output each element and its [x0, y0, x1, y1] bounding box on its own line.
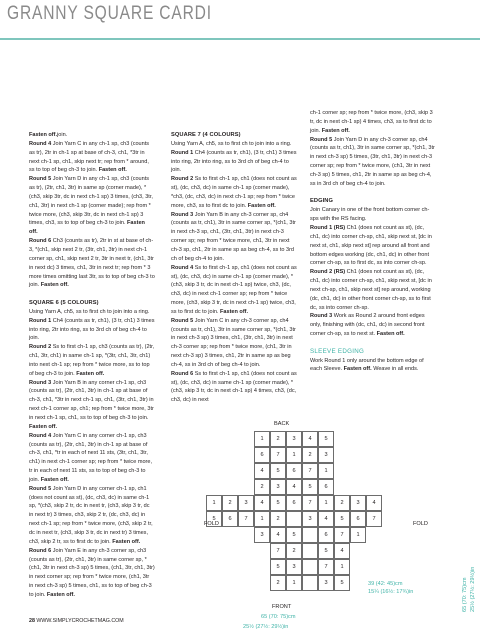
spacer: [310, 339, 436, 348]
front-label: FRONT: [272, 604, 292, 610]
paragraph: Round 5 Join Yarn D in any ch-3 corner sp, ch4 (counts as tr, ch1), 3tr in same corner sp, *(ch1, 3tr in next ch-3 sp) 5 times, (3tr, ch1, 3tr) in next ch-3 corner sp; rep from * twice more, (ch1, 3tr in next ch-3 sp) 5 times, ch1, 2tr in same sp as beg ch-4, ss in 3rd ch of beg ch-4 to join.: [310, 136, 435, 187]
spacer: [310, 189, 436, 198]
section-heading: SQUARE 6 (5 COLOURS): [29, 300, 99, 307]
paragraph: Round 4 Ss to first ch-1 sp, ch1 (does not count as st), (dc, ch3, dc) in same ch-1 sp (corner made), *(ch3, skip 3 tr, dc in next ch-1 sp) twice, ch3, (dc, ch3, dc) in next ch-1 corner sp; rep from * twice more, (ch3, skip 3 tr, dc in next ch-1 sp) twice, ch3, ss to first dc to join. Fasten off.: [171, 264, 297, 315]
grid-square: 3: [318, 575, 334, 591]
section-heading: SQUARE 7 (4 COLOURS): [171, 132, 241, 138]
bottom-width-in: 25½ (27½: 29½)in: [243, 624, 289, 630]
grid-square: 6: [286, 463, 302, 479]
grid-square: 5: [334, 511, 350, 527]
grid-square: 7: [318, 559, 334, 575]
paragraph: Round 6 Ss to first ch-1 sp, ch1 (does not count as st), (dc, ch3, dc) in same ch-1 sp (corner made), *(ch3, skip 3 tr, dc in next ch-1 sp) 4 times, ch3, (dc, ch3, dc) in next: [171, 370, 297, 404]
paragraph: Round 6 Join Yarn E in any ch-3 corner sp, ch3 (counts as tr), (2tr, ch1, 3tr) in same corner sp, *(ch1, 3tr in next ch-3 sp) 5 times, (ch1, 3tr, ch1, 3tr) in next corner sp; rep from * twice more, (ch1, 3tr in next ch-3 sp) 5 times, ch1, ss to top of beg ch-3 to join. Fasten off.: [29, 547, 155, 598]
grid-square: 3: [270, 479, 286, 495]
grid-square: 4: [254, 495, 270, 511]
grid-square: 1: [286, 447, 302, 463]
header-rule: [0, 38, 480, 40]
side-length-in: 25½ (27½: 29½)in: [470, 566, 476, 612]
grid-square: 7: [270, 543, 286, 559]
text-column-3: [310, 109, 436, 374]
side-length-cm: 65 (70: 75)cm: [462, 577, 468, 612]
paragraph: Round 2 Ss to first ch-1 sp, ch1 (does not count as st), (dc, ch3, dc) in same ch-1 sp (corner made), *ch3, (dc, ch3, dc) in next ch-1 sp; rep from * twice more, ch3, ss to first dc to join. Fasten off.: [171, 176, 297, 209]
grid-square: 5: [270, 495, 286, 511]
paragraph: Round 4 Join Yarn C in any corner ch-1 sp, ch3 (counts as tr), (2tr, ch1, 3tr) in ch-1 sp at base of ch-3, ch1, *tr in each of next 11 sts, (3tr, ch1, 3tr, ch1) in next ch-1 corner sp; rep from * twice more, tr in each of next 11 sts, ss to top of beg ch-3 to join. Fasten off.: [29, 432, 153, 483]
grid-square: 6: [318, 527, 334, 543]
paragraph: Round 3 Join Yarn B in any ch-3 corner sp, ch4 (counts as tr, ch1), 3tr in same corner sp, *(ch1, 3tr in next ch-3 sp, ch1, (3tr, ch1, 3tr) in next ch-3 corner sp; rep from * twice more, ch1, 3tr in next ch-3 sp, ch1, 2tr in same sp as beg ch-4, ss to 3rd ch of beg ch-4 to join.: [171, 211, 296, 262]
paragraph: ch-1 corner sp; rep from * twice more, (ch3, skip 3 tr, dc in next ch-1 sp) 4 times, ch3, ss to first dc to join. Fasten off.: [310, 110, 433, 134]
sleeve-width-cm: 39 (42: 45)cm: [368, 581, 403, 587]
grid-square: 7: [238, 511, 254, 527]
grid-square: 1: [286, 575, 302, 591]
grid-square: 3: [350, 495, 366, 511]
grid-square: 1: [334, 559, 350, 575]
grid-square: [302, 527, 318, 543]
grid-square: 2: [286, 543, 302, 559]
grid-square: 4: [286, 479, 302, 495]
fold-right-label: FOLD: [413, 521, 428, 527]
paragraph: Using Yarn A, ch5, ss to first ch to join into a ring.: [29, 308, 150, 315]
grid-square: [302, 559, 318, 575]
grid-square: 1: [254, 431, 270, 447]
grid-square: 5: [318, 431, 334, 447]
grid-square: 5: [334, 575, 350, 591]
paragraph: Round 1 (RS) Ch1 (does not count as st), (dc, ch1, dc) into corner ch-sp, ch1, skip next st, [dc in next st, ch1, skip next st] rep around all front and bottom edges working (dc, ch1, dc) in other front corner ch-sp, ss to first dc, ss into corner ch-sp.: [310, 224, 432, 267]
grid-square: 5: [318, 543, 334, 559]
grid-square: 2: [254, 479, 270, 495]
paragraph: Round 3 Join Yarn B in any corner ch-1 sp, ch3 (counts as tr), (2tr, ch1, 3tr) in ch-1 sp at base of ch-3, ch1, *3tr in next ch-1 sp, ch1, (3tr, ch1, 3tr) in next ch-1 corner sp, ch1; rep from * twice more, 3tr in next ch-1 sp, ch1, ss to top of beg ch-3 to join. Fasten off.: [29, 379, 154, 430]
grid-square: 7: [270, 447, 286, 463]
grid-square: 2: [270, 431, 286, 447]
grid-square: 5: [302, 479, 318, 495]
grid-square: 5: [286, 527, 302, 543]
section-heading: SLEEVE EDGING: [310, 347, 365, 355]
page-footer: [29, 618, 124, 624]
back-label: BACK: [274, 421, 290, 427]
grid-square: 3: [302, 511, 318, 527]
paragraph: Using Yarn A, ch5, ss to first ch to join into a ring.: [171, 140, 292, 147]
grid-square: 1: [318, 463, 334, 479]
bottom-width-cm: 65 (70: 75)cm: [261, 614, 296, 620]
grid-square: 4: [270, 527, 286, 543]
assembly-diagram: [196, 421, 456, 621]
grid-square: [286, 511, 302, 527]
grid-square: 6: [286, 495, 302, 511]
spacer: [29, 290, 155, 299]
paragraph: Round 1 Ch4 (counts as tr, ch1), (3 tr, ch1) 3 times into ring, 2tr into ring, ss to 3rd ch of beg ch-4 to join.: [171, 149, 297, 174]
grid-square: 4: [318, 511, 334, 527]
paragraph: Round 4 Join Yarn C in any ch-1 sp, ch3 (counts as tr), 2tr in ch-1 sp at base of ch-3, ch1, *3tr in next ch-1 sp, ch1, skip next tr; rep from * around, ss to top of beg ch-3 to join. Fasten off.: [29, 140, 150, 174]
paragraph: Round 6 Ch3 (counts as tr), 2tr in st at base of ch-3, *(ch1, skip next 2 tr, (3tr, ch1, 3tr) in next ch-1 corner sp, ch1, skip next 2 tr, 3tr in next tr, (ch1, 3tr in next dc) 3 times, ch1, 3tr in next tr; rep from * 3 more times omitting last 3tr, ss to top of beg ch-3 to join. Fasten off.: [29, 238, 155, 289]
grid-square: 7: [302, 495, 318, 511]
paragraph: Join Canary in one of the front bottom corner ch-sps with the RS facing.: [310, 207, 430, 223]
grid-square: 2: [270, 575, 286, 591]
section-heading: EDGING: [310, 198, 334, 205]
fold-left-label: FOLD: [204, 521, 219, 527]
paragraph: Round 5 Join Yarn D in any ch-1 sp, ch3 (counts as tr), (2tr, ch1, 3tr) in same sp (corner made), *(ch3, skip 3tr, dc in next ch-1 sp) 3 times, (ch3, 3tr, ch1, 3tr) in next ch-1 sp (corner made); rep from * twice more, (ch3, skip 3tr, dc in next ch-1 sp) 3 times, ch3, ss to top of beg ch-3 to join. Fasten off.: [29, 176, 153, 236]
paragraph: Round 2 Ss to first ch-1 sp, ch3 (counts as tr), (2tr, ch1, 3tr, ch1) in same ch-1 sp, *(3tr, ch1, 3tr, ch1) into next ch-1 sp; rep from * twice more, ss to top of beg ch-3 to join. Fasten off.: [29, 344, 155, 377]
footer-site: WWW.SIMPLYCROCHETMAG.COM: [36, 618, 124, 624]
paragraph: Round 2 (RS) Ch1 (does not count as st), (dc, ch1, dc) into corner ch-sp, ch1, skip next st, [dc in next ch-sp, ch1, skip next st] rep around, working (dc, ch1, dc) in other front corner ch-sp, ss to first dc, ss into corner ch-sp.: [310, 269, 432, 311]
grid-square: 4: [302, 431, 318, 447]
grid-square: 4: [334, 543, 350, 559]
grid-square: 7: [366, 511, 382, 527]
grid-square: 6: [254, 447, 270, 463]
grid-square: 6: [222, 511, 238, 527]
grid-square: [302, 575, 318, 591]
grid-square: 5: [270, 559, 286, 575]
page-header: [0, 0, 480, 40]
grid-square: 2: [222, 495, 238, 511]
text-column-2: [171, 131, 297, 405]
paragraph: Round 3 Work as Round 2 around front edges only, finishing with (dc, ch1, dc) in second front corner ch-sp, ss to next st. Fasten off.: [310, 313, 425, 338]
grid-square: 6: [350, 511, 366, 527]
sleeve-width-in: 15¼ (16½: 17¾)in: [368, 589, 414, 595]
grid-square: 2: [302, 447, 318, 463]
grid-square: 6: [318, 479, 334, 495]
grid-square: 3: [318, 447, 334, 463]
grid-square: 3: [286, 431, 302, 447]
paragraph: Work Round 1 only around the bottom edge of each Sleeve. Fasten off. Weave in all ends.: [310, 357, 424, 373]
page-title: GRANNY SQUARE CARDI: [7, 3, 212, 24]
grid-square: 1: [350, 527, 366, 543]
grid-square: 1: [318, 495, 334, 511]
grid-square: [302, 543, 318, 559]
page-number: 28: [29, 618, 35, 624]
paragraph: Round 5 Join Yarn C in any ch-3 corner sp, ch4 (counts as tr, ch1), 3tr in same corner sp, *(ch1, 3tr in next ch-3 sp) 3 times, ch1, (3tr, ch1, 3tr) in next ch-3 corner sp; rep from * twice more, (ch1, 3tr in next ch-3 sp) 3 times, ch1, 2tr in same sp as beg ch-4, ss in 3rd ch of beg ch-4 to join.: [171, 317, 296, 368]
grid-square: 5: [270, 463, 286, 479]
grid-square: 4: [366, 495, 382, 511]
grid-square: 2: [334, 495, 350, 511]
text-column-1: [29, 131, 155, 600]
grid-square: 1: [254, 511, 270, 527]
paragraph: Round 5 Join Yarn D in any corner ch-1 sp, ch1 (does not count as st), (dc, ch3, dc) in same ch-1 sp, *(ch3, skip 2 tr, dc in next tr, (ch3, skip 3 tr, dc in next tr) 3 times, ch3, skip 2 tr, (dc, ch3, dc) in next ch-1 sp; rep from * twice more, (ch3, skip 2 tr, dc in next tr, (ch3, skip 3 tr, dc in next tr) 3 times, ch3, skip 2 tr, ss to first dc to join. Fasten off.: [29, 485, 153, 545]
paragraph: Fasten off.join.: [29, 132, 68, 138]
grid-square: 7: [334, 527, 350, 543]
grid-square: 1: [206, 495, 222, 511]
grid-square: 7: [302, 463, 318, 479]
paragraph: Round 1 Ch4 (counts as tr, ch1), (3 tr, ch1) 3 times into ring, 2tr into ring, ss to 3rd ch of beg ch-4 to join.: [29, 317, 155, 342]
grid-square: 3: [286, 559, 302, 575]
grid-square: 3: [238, 495, 254, 511]
grid-square: 5: [206, 511, 222, 527]
grid-square: 3: [254, 527, 270, 543]
grid-square: 4: [254, 463, 270, 479]
grid-square: 2: [270, 511, 286, 527]
